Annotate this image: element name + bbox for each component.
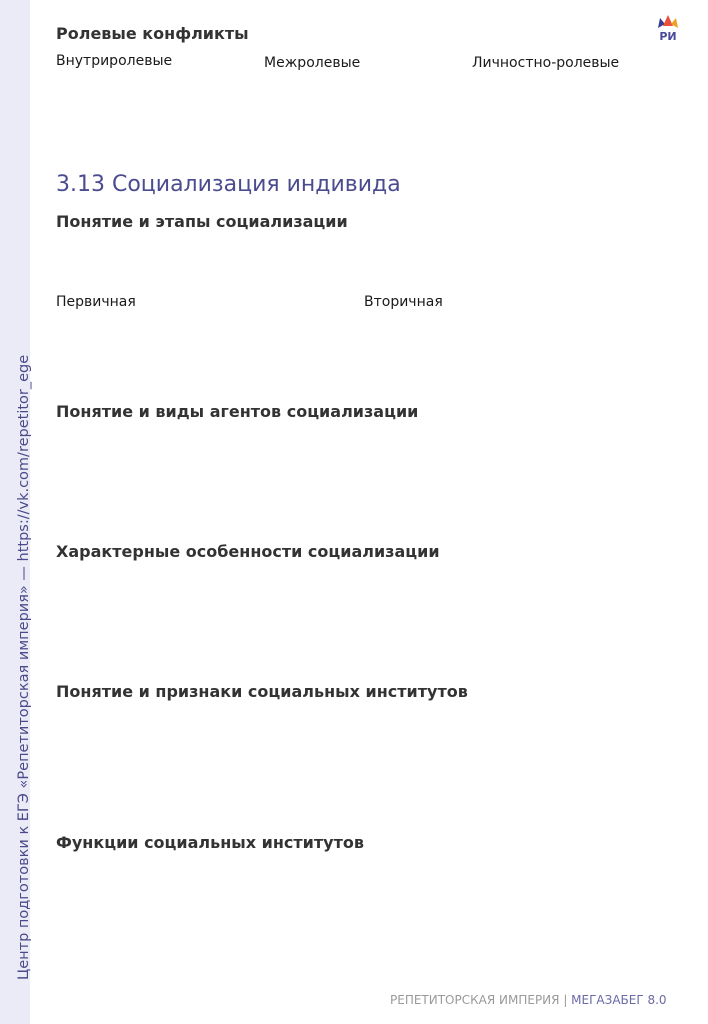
logo [655,14,681,46]
concept-stages-heading: Понятие и этапы социализации [56,212,348,231]
footer-brand: РЕПЕТИТОРСКАЯ ИМПЕРИЯ [390,993,560,1007]
sidebar-vertical-text: Центр подготовки к ЕГЭ «Репетиторская империя» — https://vk.com/repetitor_ege [16,354,32,980]
functions-heading: Функции социальных институтов [56,833,364,852]
features-heading: Характерные особенности социализации [56,542,440,561]
footer-event: МЕГАЗАБЕГ 8.0 [571,993,667,1007]
logo-text: РИ [659,30,677,43]
agents-heading: Понятие и виды агентов социализации [56,402,419,421]
section-title: 3.13 Социализация индивида [56,172,401,197]
sidebar [0,0,30,1024]
role-conflict-intra: Внутриролевые [56,53,173,69]
role-conflict-inter: Межролевые [264,55,361,71]
role-conflict-personal: Личностно-ролевые [472,55,620,71]
stage-primary: Первичная [56,294,136,310]
footer [390,993,667,1007]
crown-icon [655,14,681,30]
institutions-heading: Понятие и признаки социальных институтов [56,682,468,701]
stage-secondary: Вторичная [364,294,443,310]
footer-separator: | [559,993,572,1007]
role-conflicts-title: Ролевые конфликты [56,24,249,43]
